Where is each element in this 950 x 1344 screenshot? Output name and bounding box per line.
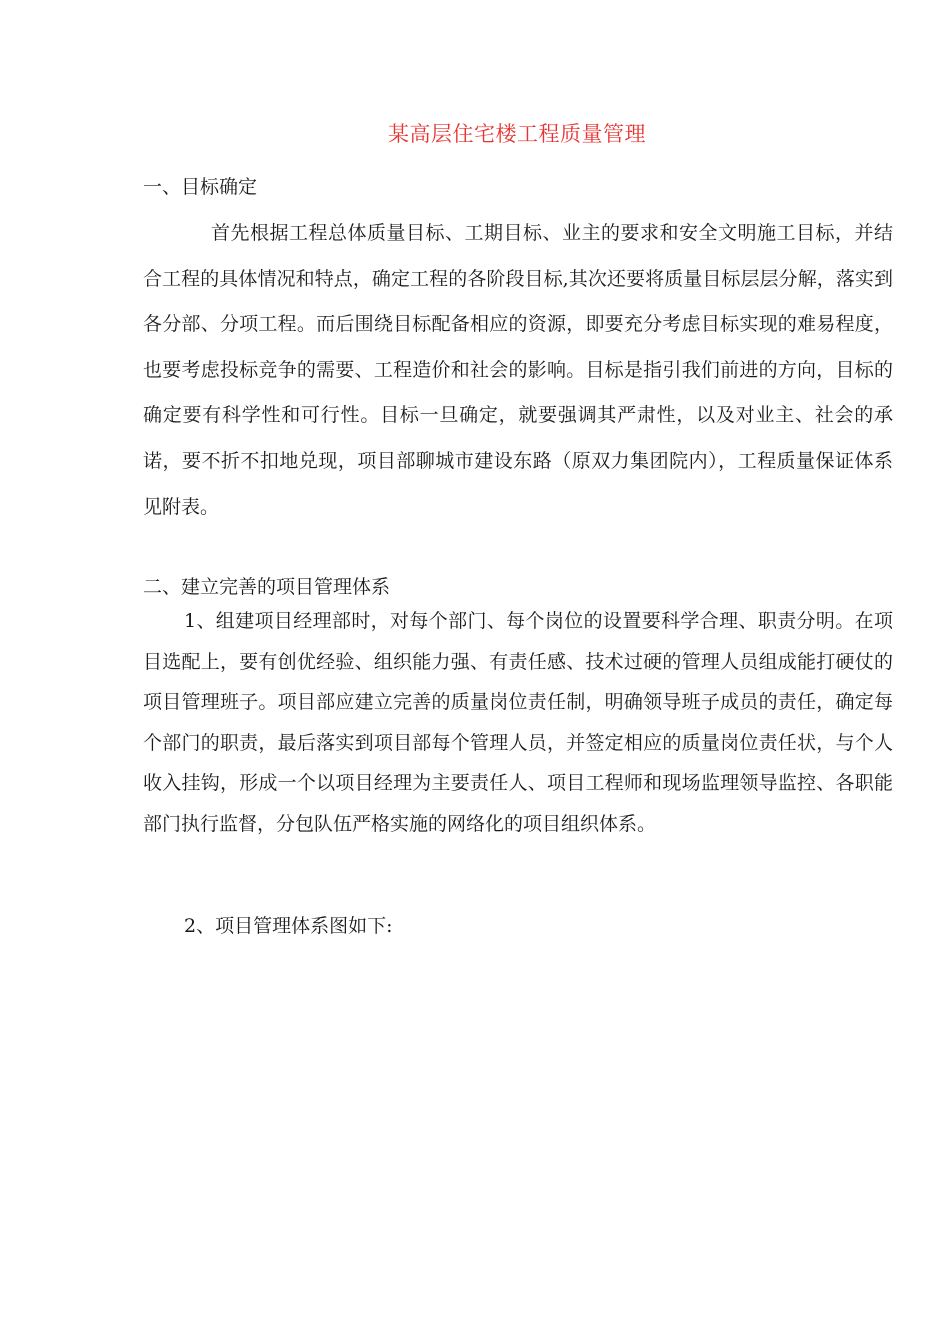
document-title: 某高层住宅楼工程质量管理 [388,122,646,146]
section-heading-goal-setting: 一、目标确定 [143,176,258,198]
section-paragraph-goal-setting: 首先根据工程总体质量目标、工期目标、业主的要求和安全文明施工目标，并结合工程的具体情况和特点，确定工程的各阶段目标,其次还要将质量目标层层分解，落实到各分部、分项工程。而后围绕目标配备相应的资源，即要充分考虑目标实现的难易程度，也要考虑投标竞争的需要、工程造价和社会的影响。目标是指引我们前进的方向，目标的确定要有科学性和可行性。目标一旦确定，就要强调其严肃性，以及对业主、社会的承诺，要不折不扣地兑现，项目部聊城市建设东路（原双力集团院内），工程质量保证体系见附表。 [143,222,893,518]
section-heading-management-system: 二、建立完善的项目管理体系 [143,576,391,598]
section-paragraph-system-diagram-intro: 2、项目管理体系图如下: [184,915,393,937]
section-paragraph-project-team: 1、组建项目经理部时，对每个部门、每个岗位的设置要科学合理、职责分明。在项目选配上，要有创优经验、组织能力强、有责任感、技术过硬的管理人员组成能打硬仗的项目管理班子。项目部应建立完善的质量岗位责任制，明确领导班子成员的责任，确定每个部门的职责，最后落实到项目部每个管理人员，并签定相应的质量岗位责任状，与个人收入挂钩，形成一个以项目经理为主要责任人、项目工程师和现场监理领导监控、各职能部门执行监督，分包队伍严格实施的网络化的项目组织体系。 [143,610,893,835]
